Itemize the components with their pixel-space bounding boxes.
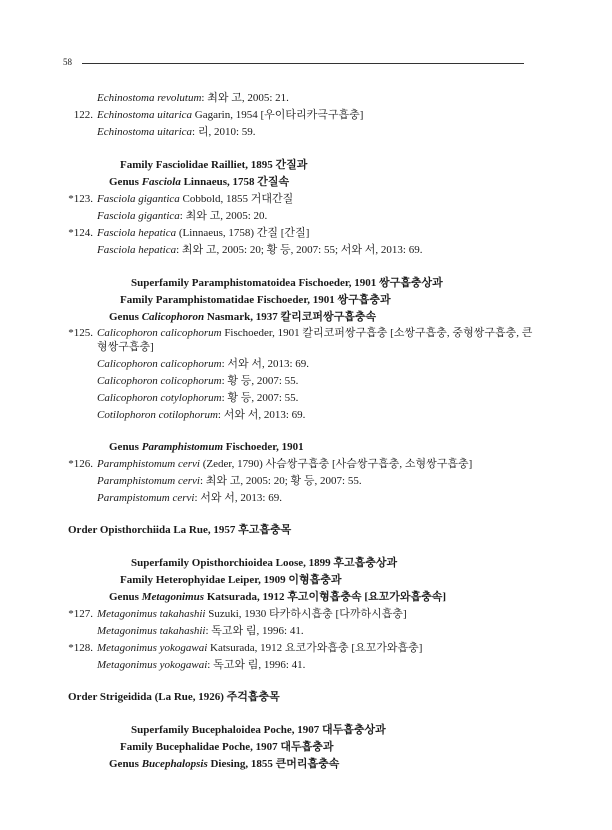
species-entry-128: *128. Metagonimus yokogawai Katsurada, 1912 요코가와흡충 [요꼬가와흡충] — [68, 642, 423, 654]
synonym-line: Echinostoma uitarica: 리, 2010: 59. — [97, 126, 256, 138]
synonym-line: Metagonimus yokogawai: 독고와 림, 1996: 41. — [97, 659, 306, 671]
species-entry-126: *126. Paramphistomum cervi (Zeder, 1790) 사슴쌍구흡충 [사슴쌍구흡충, 소형쌍구흡충] — [68, 458, 473, 470]
family-heading: Family Bucephalidae Poche, 1907 대두흡충과 — [120, 741, 334, 753]
synonym-line: Cotilophoron cotilophorum: 서와 서, 2013: 69. — [97, 409, 306, 421]
family-heading: Family Heterophyidae Leiper, 1909 이형흡충과 — [120, 574, 342, 586]
genus-heading: Genus Bucephalopsis Diesing, 1855 큰머리흡충속 — [109, 758, 340, 770]
synonym-line: Metagonimus takahashii: 독고와 림, 1996: 41. — [97, 625, 304, 637]
genus-heading: Genus Calicophoron Nasmark, 1937 칼리코퍼쌍구흡충속 — [109, 311, 377, 323]
species-entry-127: *127. Metagonimus takahashii Suzuki, 1930 타카하시흡충 [다까하시흡충] — [68, 608, 407, 620]
synonym-line: Fasciola gigantica: 최와 고, 2005: 20. — [97, 210, 268, 222]
superfamily-heading: Superfamily Bucephaloidea Poche, 1907 대두흡충상과 — [131, 724, 386, 736]
synonym-line: Calicophoron cotylophorum: 황 등, 2007: 55. — [97, 392, 299, 404]
synonym-line: Parampistomum cervi: 서와 서, 2013: 69. — [97, 492, 282, 504]
synonym-line: Paramphistomum cervi: 최와 고, 2005: 20; 황 등, 2007: 55. — [97, 475, 362, 487]
species-entry-122: 122. Echinostoma uitarica Gagarin, 1954 [우이타리카극구흡충] — [73, 109, 364, 121]
header-rule — [82, 63, 524, 64]
species-entry-124: *124. Fasciola hepatica (Linnaeus, 1758) 간질 [간질] — [68, 227, 310, 239]
page-number: 58 — [63, 57, 72, 67]
genus-heading: Genus Metagonimus Katsurada, 1912 후고이형흡충속 [요꼬가와흡충속] — [109, 591, 447, 603]
species-entry-continuation: 형쌍구흡충] — [97, 341, 154, 353]
genus-heading: Genus Fasciola Linnaeus, 1758 간질속 — [109, 176, 290, 188]
order-heading: Order Opisthorchiida La Rue, 1957 후고흡충목 — [68, 524, 292, 536]
synonym-line: Calicophoron calicophorum: 서와 서, 2013: 69. — [97, 358, 310, 370]
superfamily-heading: Superfamily Opisthorchioidea Loose, 1899 후고흡충상과 — [131, 557, 398, 569]
superfamily-heading: Superfamily Paramphistomatoidea Fischoeder, 1901 쌍구흡충상과 — [131, 277, 443, 289]
synonym-line: Echinostoma revolutum: 최와 고, 2005: 21. — [97, 92, 289, 104]
order-heading: Order Strigeidida (La Rue, 1926) 주걱흡충목 — [68, 691, 280, 703]
family-heading: Family Paramphistomatidae Fischoeder, 1901 쌍구흡충과 — [120, 294, 391, 306]
species-entry-123: *123. Fasciola gigantica Cobbold, 1855 거대간질 — [68, 193, 294, 205]
genus-heading: Genus Paramphistomum Fischoeder, 1901 — [109, 441, 304, 453]
synonym-line: Fasciola hepatica: 최와 고, 2005: 20; 황 등, 2007: 55; 서와 서, 2013: 69. — [97, 244, 423, 256]
synonym-line: Calicophoron colicophorum: 황 등, 2007: 55. — [97, 375, 299, 387]
family-heading: Family Fasciolidae Railliet, 1895 간질과 — [120, 159, 308, 171]
species-entry-125: *125. Calicophoron calicophorum Fischoeder, 1901 칼리코퍼쌍구흡충 [소쌍구흡충, 중형쌍구흡충, 큰 — [68, 327, 533, 339]
